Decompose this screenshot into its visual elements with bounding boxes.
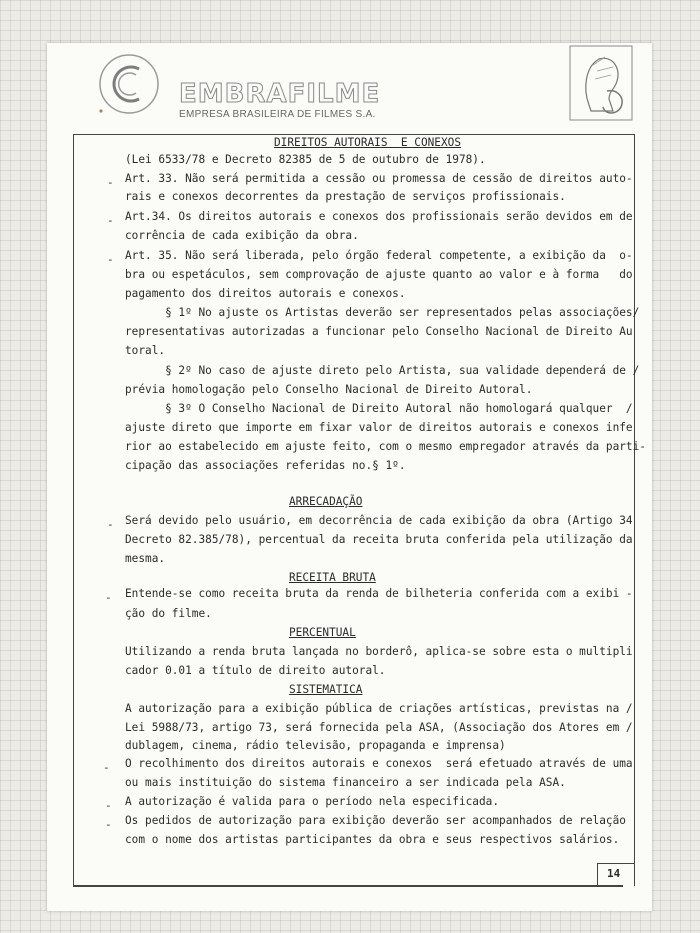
section-line: com o nome dos artistas participantes da obra e seus respectivos salários. [125,833,620,846]
section-line: ção do filme. [125,607,212,620]
section-line: A autorização para a exibição pública de criações artísticas, previstas na / [125,702,633,715]
anniversary-seal-icon [569,45,633,121]
bullet-dash: - [107,214,114,227]
section-line: ou mais instituição do sistema financeiro a ser indicada pela ASA. [125,776,566,789]
section-line: Decreto 82.385/78), percentual da receita bruta conferida pela utilização da [125,533,633,546]
article-line: rais e conexos decorrentes da prestação de serviços profissionais. [125,190,566,203]
section-line: Lei 5988/73, artigo 73, será fornecida pela ASA, (Associação dos Atores em / [125,721,633,734]
paragraph-line: ajuste direto que importe em fixar valor de direitos autorais e conexos infe [125,421,633,434]
law-reference: (Lei 6533/78 e Decreto 82385 de 5 de outubro de 1978). [125,153,486,166]
bullet-dash: - [105,799,112,812]
article-line: corrência de cada exibição da obra. [125,229,359,242]
article-line: pagamento dos direitos autorais e conexos. [125,287,406,300]
document-border-bottom [73,885,623,887]
section-line: cador 0.01 a título de direito autoral. [125,664,386,677]
article-line: Art.34. Os direitos autorais e conexos dos profissionais serão devidos em de [125,210,633,223]
article-line: Art. 33. Não será permitida a cessão ou promessa de cessão de direitos auto- [125,172,633,185]
bullet-dash: - [107,176,114,189]
brand-subtitle: EMPRESA BRASILEIRA DE FILMES S.A. [179,109,376,120]
section-heading: RECEITA BRUTA [289,571,376,584]
bullet-dash: - [107,518,114,531]
paragraph-line: § 2º No caso de ajuste direto pelo Artista, sua validade dependerá de / [125,364,640,377]
section-line: Entende-se como receita bruta da renda de bilheteria conferida com a exibi - [125,587,633,600]
document-page [47,43,652,911]
bullet-dash: - [103,761,110,774]
section-heading: PERCENTUAL [289,626,356,639]
bullet-dash: - [105,591,112,604]
paragraph-line: § 1º No ajuste os Artistas deverão ser representados pelas associações/ [125,306,640,319]
document-border [73,134,635,886]
paragraph-line: prévia homologação pelo Conselho Nacional de Direito Autoral. [125,383,533,396]
section-line: Utilizando a renda bruta lançada no borderô, aplica-se sobre esta o multipli [125,645,633,658]
paragraph-line: § 3º O Conselho Nacional de Direito Autoral não homologará qualquer / [125,402,633,415]
bullet-dash: - [105,818,112,831]
bullet-dash: - [107,253,114,266]
section-line: mesma. [125,552,166,565]
paragraph-line: toral. [125,344,166,357]
document-title: DIREITOS AUTORAIS E CONEXOS [274,136,462,149]
section-heading: ARRECADAÇÃO [289,495,363,508]
section-line: dublagem, cinema, rádio televisão, propaganda e imprensa) [125,739,506,752]
section-heading: SISTEMATICA [289,683,363,696]
section-line: O recolhimento dos direitos autorais e conexos será efetuado através de uma [125,757,633,770]
section-line: A autorização é valida para o período nela especificada. [125,795,500,808]
section-line: Os pedidos de autorização para exibição deverão ser acompanhados de relação [125,814,626,827]
brand-name: EMBRAFILME [179,79,381,109]
article-line: Art. 35. Não será liberada, pelo órgão federal competente, a exibição da o- [125,249,633,262]
page-number: 14 [607,867,621,880]
embrafilme-emblem-icon [95,51,163,117]
paragraph-line: representativas autorizadas a funcionar pelo Conselho Nacional de Direito Au [125,325,633,338]
paragraph-line: rior ao estabelecido em ajuste feito, com o mesmo empregador através da parti- [125,440,646,453]
section-line: Será devido pelo usuário, em decorrência de cada exibição da obra (Artigo 34 [125,514,633,527]
brand-block [179,81,380,120]
paragraph-line: cipação das associações referidas no.§ 1º. [125,459,406,472]
article-line: bra ou espetáculos, sem comprovação de ajuste quanto ao valor e à forma do [125,268,633,281]
